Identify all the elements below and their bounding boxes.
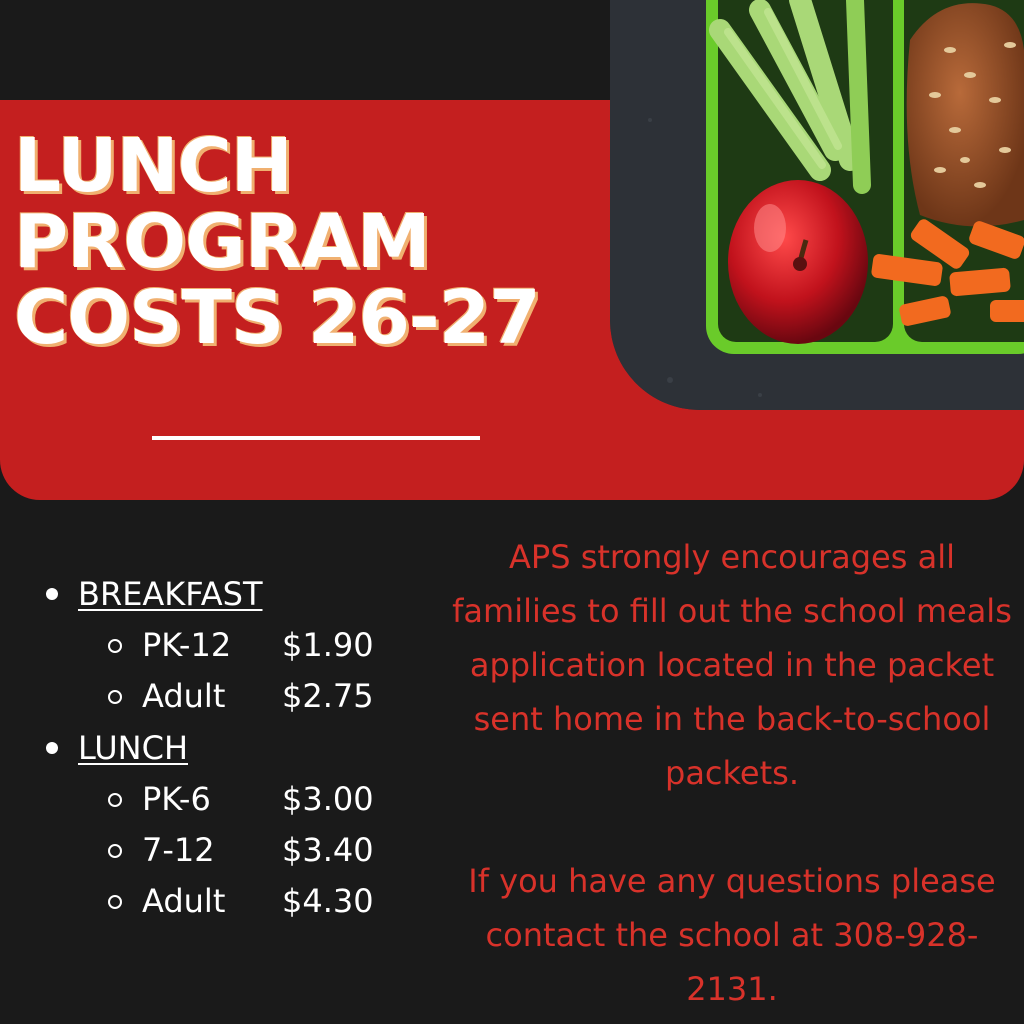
price-list	[40, 568, 374, 927]
breakfast-prices	[78, 620, 374, 722]
page-title	[14, 123, 540, 361]
price-group: PK-6	[142, 780, 211, 818]
price-row	[78, 876, 374, 927]
lunch-heading: LUNCH	[78, 729, 188, 767]
price-value: $3.40	[282, 831, 374, 869]
price-value: $4.30	[282, 882, 374, 920]
price-row	[78, 774, 374, 825]
lunch-section	[40, 722, 374, 927]
price-group: 7-12	[142, 831, 215, 869]
breakfast-heading: BREAKFAST	[78, 575, 263, 613]
title-line-3: COSTS 26-27	[14, 275, 540, 361]
price-value: $2.75	[282, 677, 374, 715]
title-line-1: LUNCH	[14, 123, 292, 209]
breakfast-section	[40, 568, 374, 722]
title-divider	[152, 436, 480, 440]
price-row	[78, 825, 374, 876]
price-row	[78, 620, 374, 671]
price-value: $3.00	[282, 780, 374, 818]
notice-text	[452, 530, 1012, 1016]
price-group: PK-12	[142, 626, 232, 664]
lunch-prices	[78, 774, 374, 927]
price-group: Adult	[142, 882, 226, 920]
lunchbox-photo-icon	[610, 0, 1024, 410]
notice-paragraph-application: APS strongly encourages all families to fill out the school meals application located in the packet sent home in the back-to-school packets.	[452, 538, 1012, 792]
title-line-2: PROGRAM	[14, 199, 430, 285]
price-row	[78, 671, 374, 722]
price-value: $1.90	[282, 626, 374, 664]
notice-paragraph-contact: If you have any questions please contact the school at 308-928-2131.	[468, 862, 996, 1008]
price-group: Adult	[142, 677, 226, 715]
